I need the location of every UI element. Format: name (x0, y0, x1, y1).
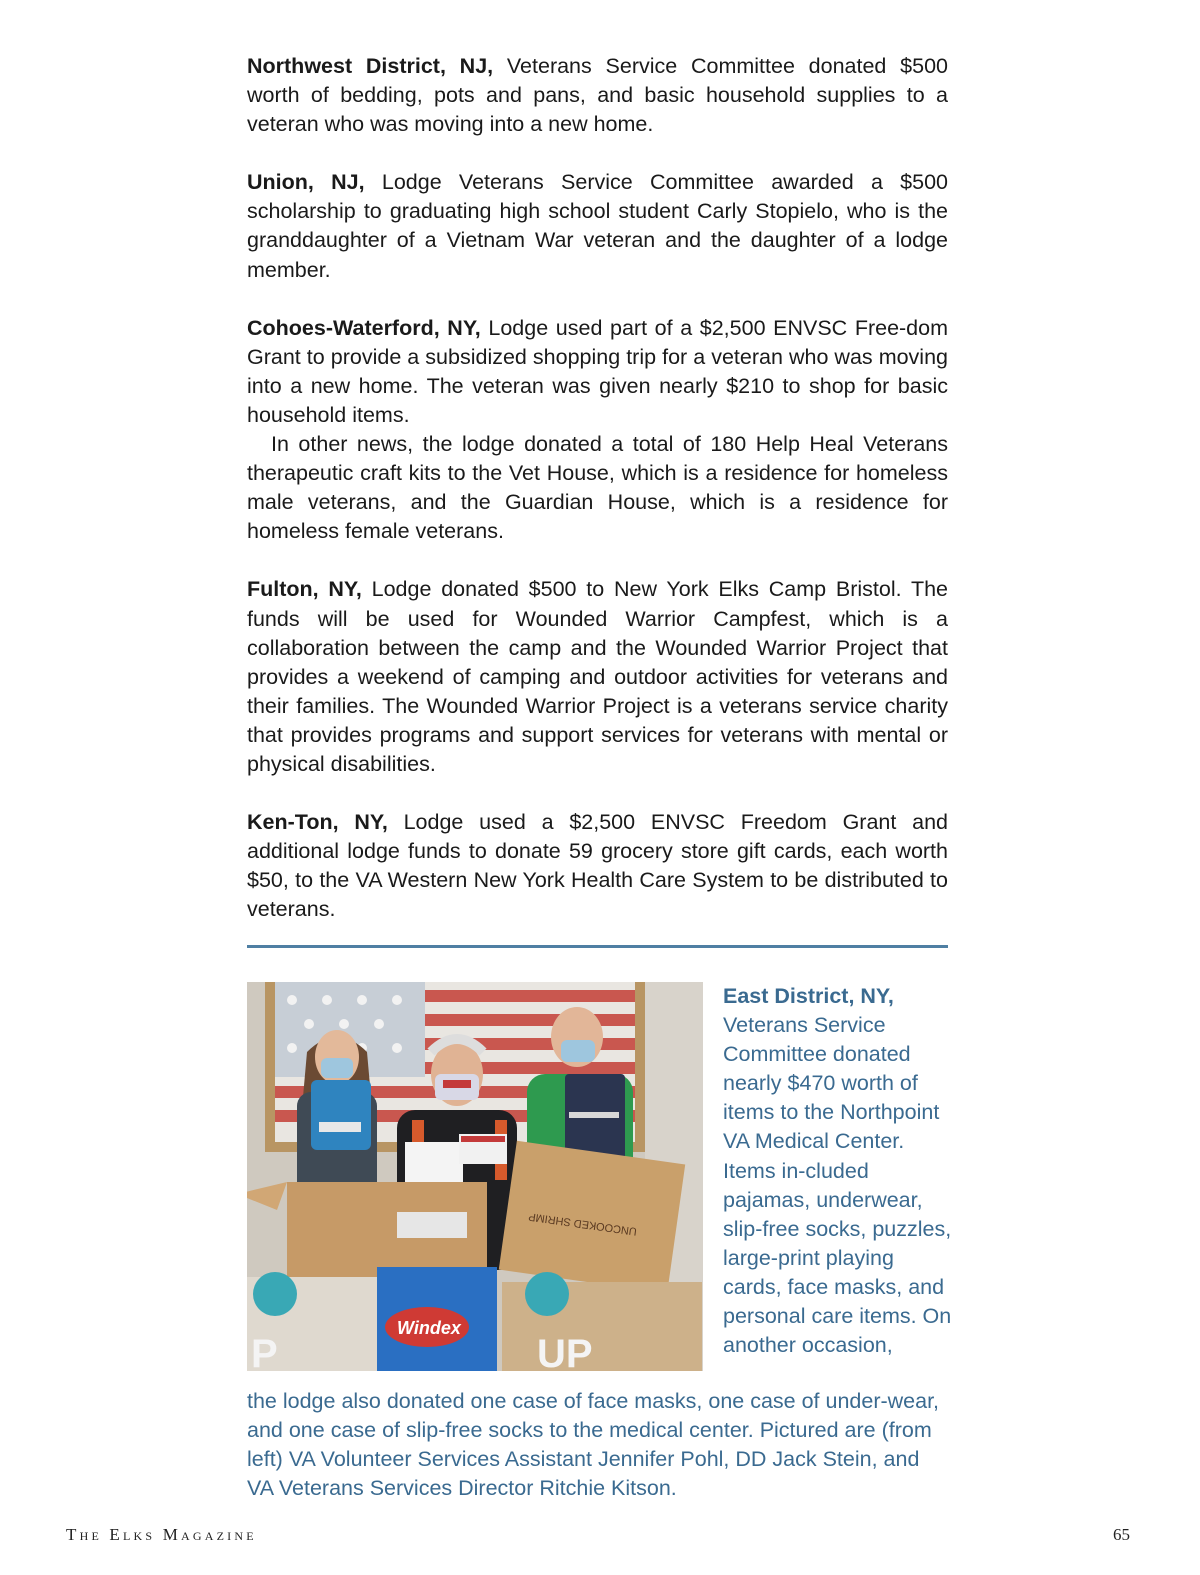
box-right-label: UP (537, 1332, 593, 1371)
article-fulton (247, 575, 948, 779)
article-column (247, 52, 948, 924)
photo-donation-volunteers (247, 982, 703, 1371)
article-cohoes-waterford-extra: In other news, the lodge donated a total of 180 Help Heal Veterans therapeutic craft kits to the Vet House, which is a residence for homeless male veterans, and the Guardian House, which is a residence for homeless female veterans. (247, 432, 948, 544)
article-cohoes-waterford (247, 314, 948, 430)
article-union (247, 168, 948, 284)
caption-side-text: Veterans Service Committee donated nearly $470 worth of items to the Northpoint VA Medical Center. Items in-cluded pajamas, underwear, slip-free socks, puzzles, large-print playing cards, face masks, and personal care items. On another occasion, (723, 1013, 952, 1358)
article-lead: Ken-Ton, NY, (247, 810, 388, 835)
photo-illustration (247, 982, 703, 1371)
box-left-label: P (251, 1332, 278, 1371)
article-body: Veterans Service Committee donated $500 worth of bedding, pots and pans, and basic household supplies to a veteran who was moving into a new home. (247, 54, 948, 137)
page-number: 65 (1113, 1525, 1130, 1544)
article-lead: Union, NJ, (247, 170, 365, 195)
article-body: Lodge donated $500 to New York Elks Camp Bristol. The funds will be used for Wounded Warrior Campfest, which is a collaboration between the camp and the Wounded Warrior Project that provides a weekend of camping and outdoor activities for veterans and their families. The Wounded Warrior Project is a veterans service charity that provides programs and support services for veterans with mental or physical disabilities. (247, 577, 949, 776)
article-body: Lodge used a $2,500 ENVSC Freedom Grant and additional lodge funds to donate 59 grocery store gift cards, each worth $50, to the VA Western New York Health Care System to be distributed to veterans. (247, 810, 949, 922)
magazine-name: The Elks Magazine (66, 1525, 257, 1544)
article-ken-ton (247, 808, 948, 924)
section-divider (247, 945, 948, 948)
windex-label: Windex (397, 1318, 461, 1338)
photo-caption-tail: the lodge also donated one case of face masks, one case of under-wear, and one case of slip-free socks to the medical center. Pictured are (from left) VA Volunteer Services Assistant Jennifer Pohl, DD Jack Stein, and VA Veterans Services Director Ritchie Kitson. (247, 1389, 940, 1501)
article-lead: Fulton, NY, (247, 577, 362, 602)
article-body: Lodge used part of a $2,500 ENVSC Free-dom Grant to provide a subsidized shopping trip for a veteran who was moving into a new home. The veteran was given nearly $210 to shop for basic household items. (247, 315, 949, 427)
article-lead: Northwest District, NJ, (247, 54, 494, 78)
article-northwest-district (247, 52, 948, 139)
shrimp-box-label: UNCOOKED SHRIMP (527, 1210, 638, 1238)
article-body: Lodge Veterans Service Committee awarded a $500 scholarship to graduating high school student Carly Stopielo, who is the granddaughter of a Vietnam War veteran and the daughter of a lodge member. (247, 170, 949, 282)
article-lead: Cohoes-Waterford, NY, (247, 315, 481, 340)
photo-caption-side (723, 982, 955, 1360)
caption-lead: East District, NY, (723, 984, 894, 1008)
